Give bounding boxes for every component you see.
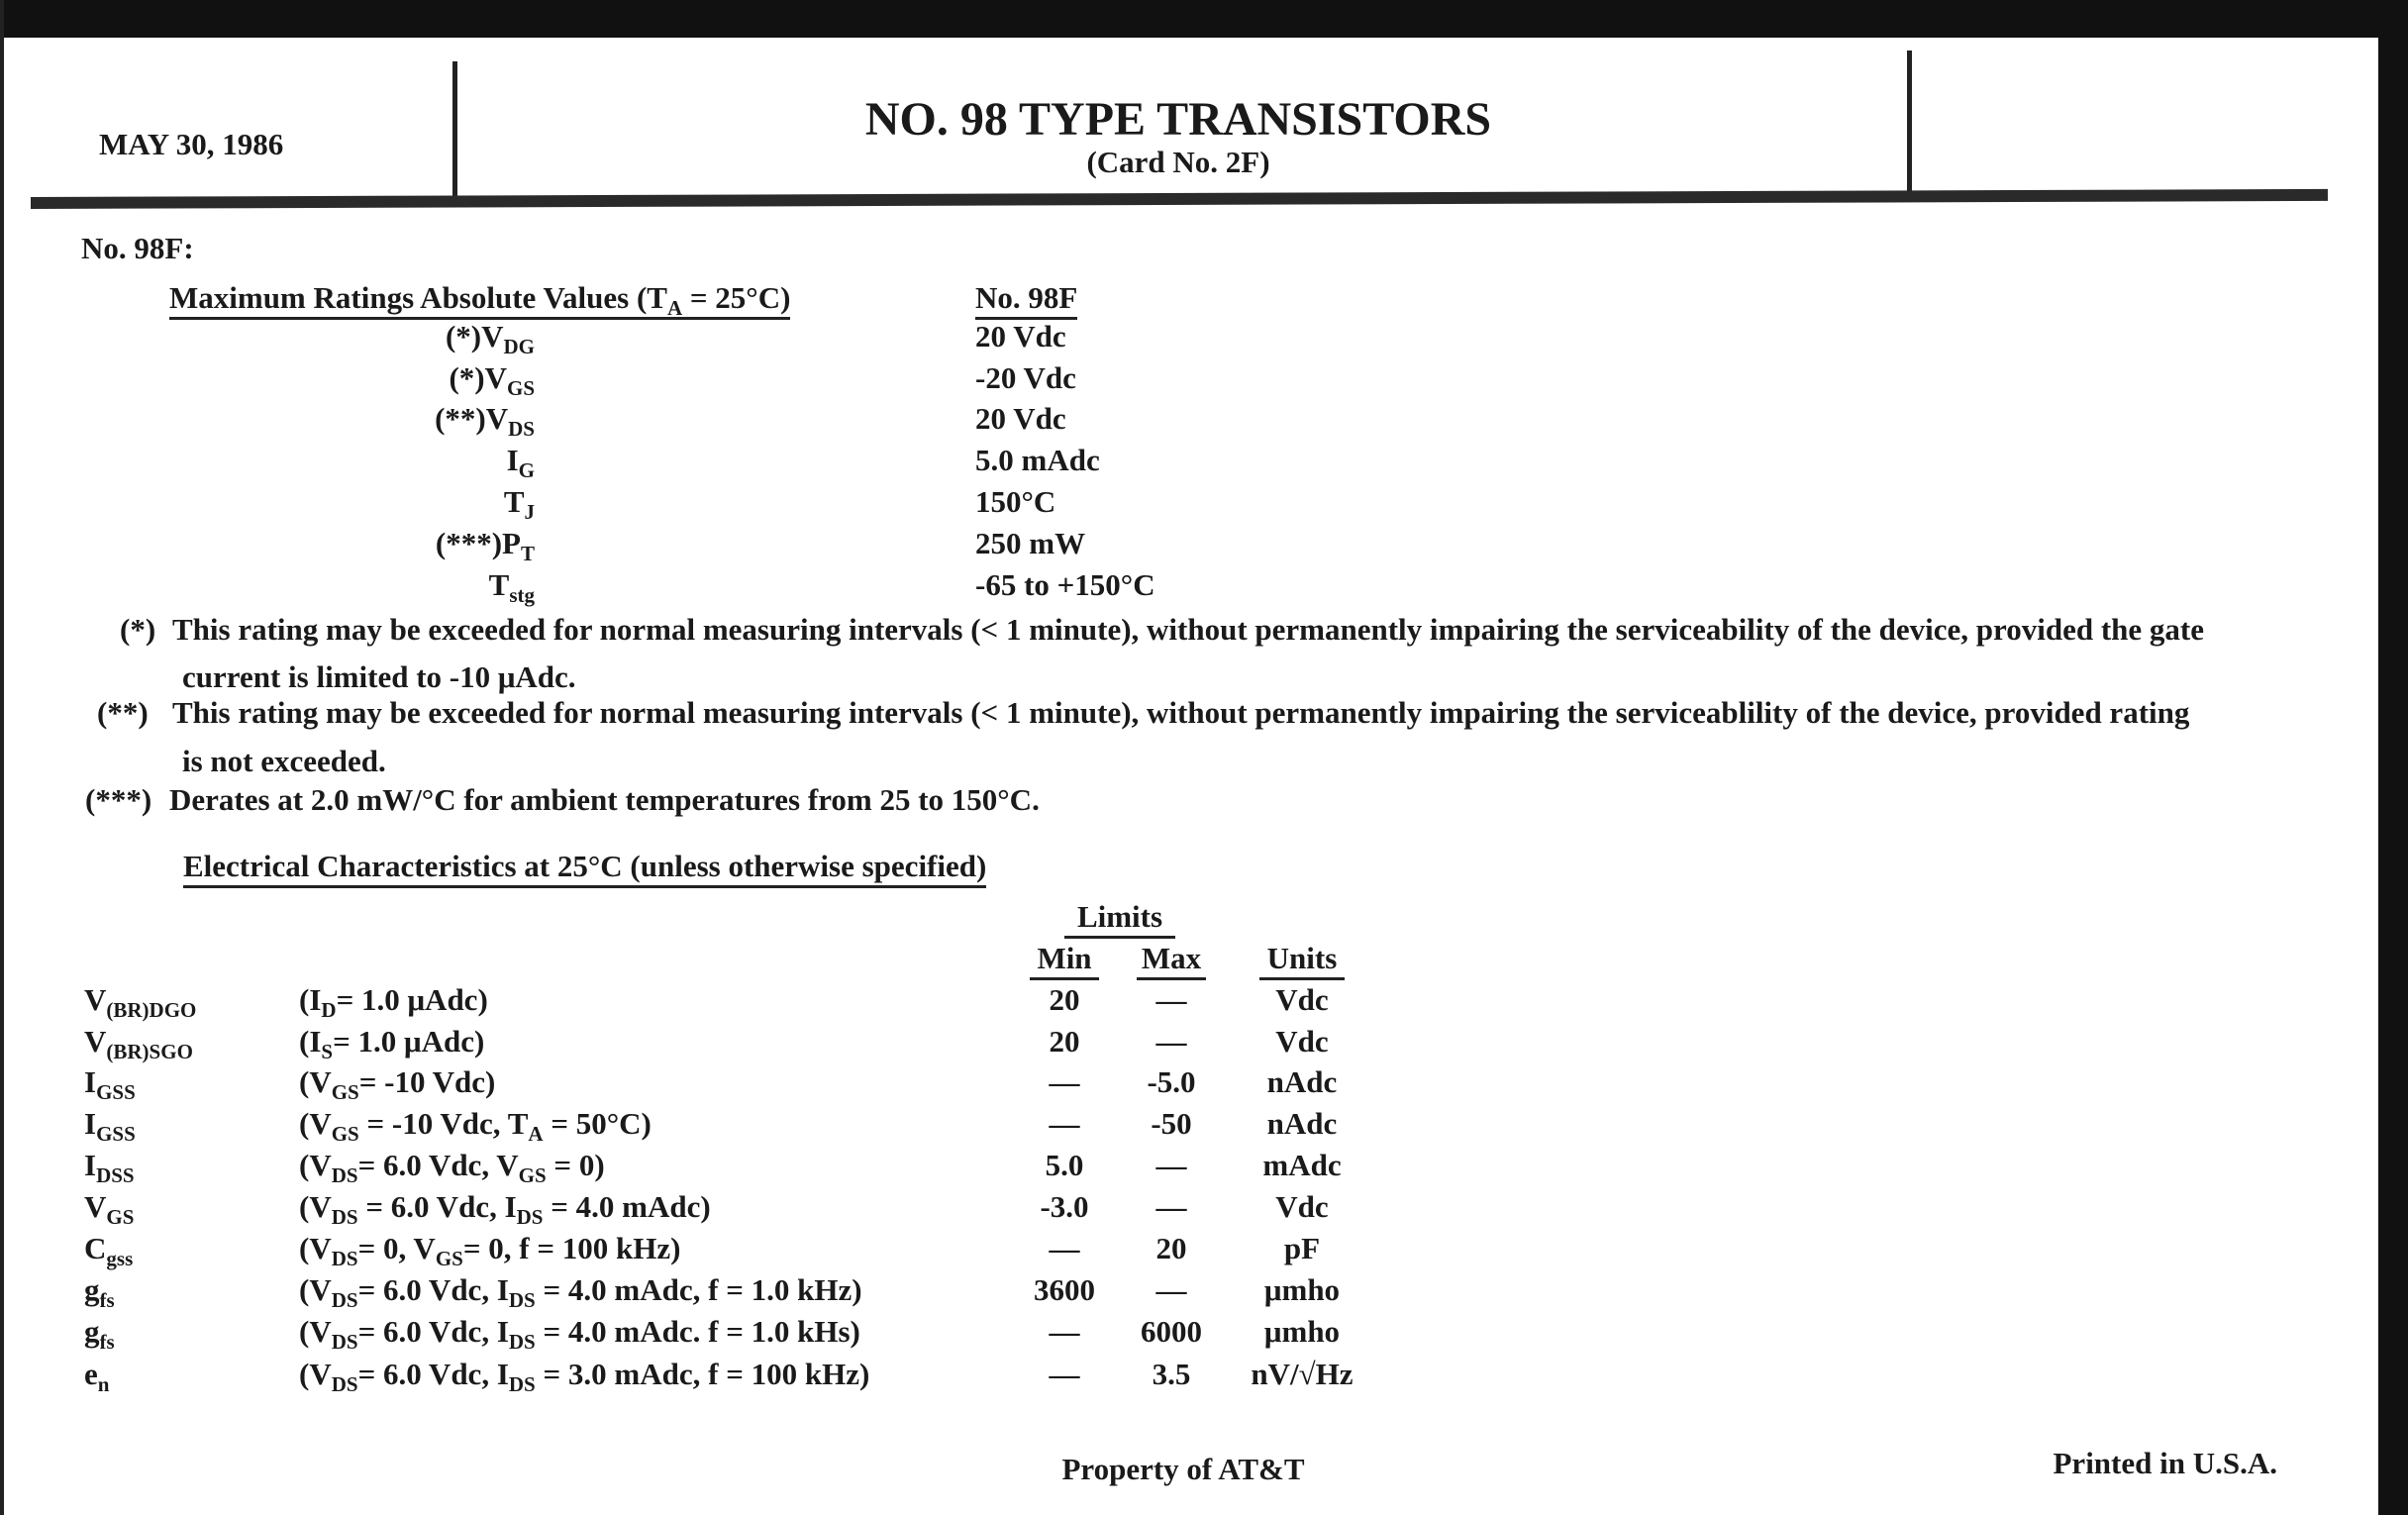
rating-prefix: (**) [435, 401, 486, 436]
footnote-text: This rating may be exceeded for normal measuring intervals (< 1 minute), without permanently impairing the serviceability of the device, provided the gate [172, 612, 2204, 647]
units-value: pF [1283, 1231, 1321, 1265]
footnote-mark: (***) [85, 782, 152, 817]
test-condition [299, 1189, 711, 1229]
symbol-subscript: GSS [96, 1122, 136, 1146]
subscript: A [666, 296, 683, 320]
test-condition [299, 1314, 860, 1354]
text-segment: (I [299, 1024, 322, 1059]
text-segment: = 0, f = 100 kHz) [462, 1231, 681, 1265]
rating-base: T [488, 567, 510, 602]
text-segment: = 6.0 Vdc, I [357, 1357, 509, 1391]
footnote-mark: (*) [120, 612, 156, 647]
test-condition [299, 1231, 681, 1270]
header-divider-left [452, 61, 457, 206]
symbol-subscript: n [97, 1372, 110, 1396]
rating-base: V [484, 360, 507, 395]
max-value: 6000 [1141, 1314, 1202, 1349]
rating-value: -65 to +150°C [975, 567, 1155, 602]
min-value: — [1049, 1231, 1080, 1265]
symbol-subscript: gss [106, 1247, 134, 1270]
text-segment: = -10 Vdc) [358, 1064, 496, 1099]
text-segment: (V [299, 1357, 332, 1391]
rating-base: V [485, 401, 509, 436]
rating-value: 20 Vdc [975, 319, 1066, 354]
parameter-symbol [84, 1148, 135, 1187]
limits-label: Limits [1064, 899, 1175, 939]
symbol-base: e [84, 1357, 98, 1391]
text-segment: = 50°C) [543, 1106, 652, 1141]
units-value: Vdc [1275, 1024, 1329, 1059]
text-segment: = 4.0 mAdc, f = 1.0 kHz) [535, 1272, 862, 1307]
text-segment: Maximum Ratings Absolute Values (T [169, 280, 667, 315]
parameter-symbol [84, 1106, 136, 1146]
min-value: -3.0 [1040, 1189, 1089, 1224]
text-segment: = 1.0 μAdc) [333, 1024, 485, 1059]
symbol-subscript: GS [106, 1205, 135, 1229]
min-column-header: Min [1030, 941, 1099, 980]
rating-symbol [139, 526, 535, 565]
rating-prefix: (***) [435, 526, 503, 560]
max-value: — [1155, 982, 1187, 1017]
text-segment: = 25°C) [682, 280, 791, 315]
subscript: GS [331, 1080, 359, 1104]
rating-subscript: G [518, 458, 535, 482]
footer-property: Property of AT&T [1061, 1452, 1305, 1486]
subscript: GS [518, 1163, 547, 1187]
footnote-text: Derates at 2.0 mW/°C for ambient temperatures from 25 to 150°C. [169, 782, 1040, 817]
units-column-header: Units [1259, 941, 1345, 980]
text-segment: = 6.0 Vdc, V [357, 1148, 519, 1182]
symbol-subscript: DSS [96, 1163, 135, 1187]
rating-subscript: T [520, 542, 535, 565]
rating-symbol [139, 484, 535, 524]
min-value: 3600 [1034, 1272, 1095, 1307]
units-value: Vdc [1275, 1189, 1329, 1224]
scan-border-left [0, 0, 4, 1515]
rating-symbol [139, 319, 535, 358]
rating-base: V [481, 319, 504, 354]
units-value: nAdc [1266, 1064, 1338, 1099]
max-value: — [1155, 1148, 1187, 1182]
symbol-base: I [84, 1064, 97, 1099]
max-ratings-heading [169, 280, 790, 320]
subscript: GS [435, 1247, 463, 1270]
parameter-symbol [84, 1231, 134, 1270]
text-segment: = 6.0 Vdc, I [357, 1272, 509, 1307]
min-value: 20 [1049, 1024, 1080, 1059]
rating-base: I [506, 443, 519, 477]
symbol-base: C [84, 1231, 107, 1265]
parameter-symbol [84, 1357, 110, 1396]
rating-value: 20 Vdc [975, 401, 1066, 436]
units-value: Vdc [1275, 982, 1329, 1017]
max-value: — [1155, 1272, 1187, 1307]
subscript: DS [508, 1288, 536, 1312]
rating-subscript: DG [503, 335, 535, 358]
text-segment: (I [299, 982, 322, 1017]
symbol-base: V [84, 1024, 107, 1059]
min-value: — [1049, 1064, 1080, 1099]
min-value: 20 [1049, 982, 1080, 1017]
text-segment: = 4.0 mAdc) [543, 1189, 711, 1224]
text-segment: = 4.0 mAdc. f = 1.0 kHs) [535, 1314, 860, 1349]
max-value: — [1155, 1189, 1187, 1224]
test-condition [299, 1024, 485, 1063]
max-ratings-column-heading: No. 98F [975, 280, 1077, 320]
rating-prefix: (*) [445, 319, 482, 354]
subscript: S [321, 1040, 334, 1063]
footnote-continuation: current is limited to -10 μAdc. [182, 659, 576, 694]
units-value: mAdc [1262, 1148, 1342, 1182]
units-value: μmho [1263, 1314, 1341, 1349]
max-column-header: Max [1137, 941, 1206, 980]
max-value: -50 [1151, 1106, 1192, 1141]
min-value: — [1049, 1106, 1080, 1141]
subscript: DS [508, 1330, 536, 1354]
rating-value: 250 mW [975, 526, 1086, 560]
rating-value: 5.0 mAdc [975, 443, 1100, 477]
text-segment: (V [299, 1314, 332, 1349]
symbol-base: V [84, 1189, 107, 1224]
symbol-subscript: (BR)SGO [106, 1040, 193, 1063]
max-value: -5.0 [1147, 1064, 1196, 1099]
header-divider-right [1907, 50, 1912, 199]
subscript: DS [331, 1247, 358, 1270]
text-segment: (V [299, 1106, 332, 1141]
footer-printed: Printed in U.S.A. [2053, 1446, 2277, 1480]
symbol-base: I [84, 1148, 97, 1182]
scan-border-right [2378, 0, 2408, 1515]
text-segment: = 3.0 mAdc, f = 100 kHz) [535, 1357, 870, 1391]
test-condition [299, 1148, 605, 1187]
symbol-subscript: GSS [96, 1080, 136, 1104]
subscript: D [321, 998, 337, 1022]
max-value: — [1155, 1024, 1187, 1059]
rating-symbol [139, 567, 535, 607]
header-rule [31, 189, 2328, 209]
test-condition [299, 982, 488, 1022]
symbol-base: g [84, 1314, 100, 1349]
symbol-subscript: (BR)DGO [106, 998, 197, 1022]
max-value: 3.5 [1152, 1357, 1191, 1391]
card-title: NO. 98 TYPE TRANSISTORS [864, 93, 1492, 146]
test-condition [299, 1272, 862, 1312]
card-subtitle: (Card No. 2F) [1086, 145, 1270, 179]
footnote-continuation: is not exceeded. [182, 744, 386, 778]
rating-subscript: stg [509, 583, 535, 607]
text-segment: (V [299, 1189, 332, 1224]
min-value: 5.0 [1045, 1148, 1084, 1182]
test-condition [299, 1357, 870, 1396]
rating-subscript: DS [508, 417, 535, 441]
text-segment: = 1.0 μAdc) [336, 982, 488, 1017]
rating-symbol [139, 360, 535, 400]
subscript: DS [331, 1330, 358, 1354]
subscript: GS [331, 1122, 359, 1146]
rating-subscript: GS [506, 376, 535, 400]
min-value: — [1049, 1314, 1080, 1349]
subscript: DS [508, 1372, 536, 1396]
text-segment: (V [299, 1231, 332, 1265]
rating-symbol [139, 443, 535, 482]
text-segment: = 0, V [357, 1231, 436, 1265]
units-value: nV/√Hz [1251, 1357, 1354, 1391]
parameter-symbol [84, 982, 197, 1022]
subscript: DS [331, 1163, 358, 1187]
subscript: DS [331, 1288, 358, 1312]
rating-value: 150°C [975, 484, 1056, 519]
parameter-symbol [84, 1024, 193, 1063]
footnote-text: This rating may be exceeded for normal measuring intervals (< 1 minute), without permanently impairing the serviceablility of the device, provided rating [172, 695, 2190, 730]
symbol-subscript: fs [99, 1330, 115, 1354]
text-segment: (V [299, 1272, 332, 1307]
subscript: DS [331, 1372, 358, 1396]
footnote-mark: (**) [97, 695, 149, 730]
rating-prefix: (*) [449, 360, 485, 395]
symbol-base: I [84, 1106, 97, 1141]
rating-base: T [503, 484, 525, 519]
parameter-symbol [84, 1189, 135, 1229]
subscript: DS [331, 1205, 358, 1229]
text-segment: (V [299, 1064, 332, 1099]
test-condition [299, 1106, 652, 1146]
rating-symbol [139, 401, 535, 441]
section-label: No. 98F: [81, 231, 194, 265]
units-value: μmho [1263, 1272, 1341, 1307]
text-segment: = 6.0 Vdc, I [357, 1189, 517, 1224]
parameter-symbol [84, 1314, 115, 1354]
subscript: A [528, 1122, 544, 1146]
text-segment: = 0) [546, 1148, 605, 1182]
rating-subscript: J [524, 500, 535, 524]
rating-value: -20 Vdc [975, 360, 1076, 395]
text-segment: = 6.0 Vdc, I [357, 1314, 509, 1349]
rating-base: P [502, 526, 521, 560]
text-segment: = -10 Vdc, T [358, 1106, 529, 1141]
parameter-symbol [84, 1272, 115, 1312]
card-date: MAY 30, 1986 [99, 127, 284, 161]
scan-border-top [0, 0, 2408, 38]
max-value: 20 [1155, 1231, 1187, 1265]
symbol-subscript: fs [99, 1288, 115, 1312]
electrical-heading: Electrical Characteristics at 25°C (unless otherwise specified) [183, 849, 986, 888]
min-value: — [1049, 1357, 1080, 1391]
test-condition [299, 1064, 496, 1104]
parameter-symbol [84, 1064, 136, 1104]
symbol-base: V [84, 982, 107, 1017]
symbol-base: g [84, 1272, 100, 1307]
subscript: DS [516, 1205, 544, 1229]
text-segment: (V [299, 1148, 332, 1182]
units-value: nAdc [1266, 1106, 1338, 1141]
